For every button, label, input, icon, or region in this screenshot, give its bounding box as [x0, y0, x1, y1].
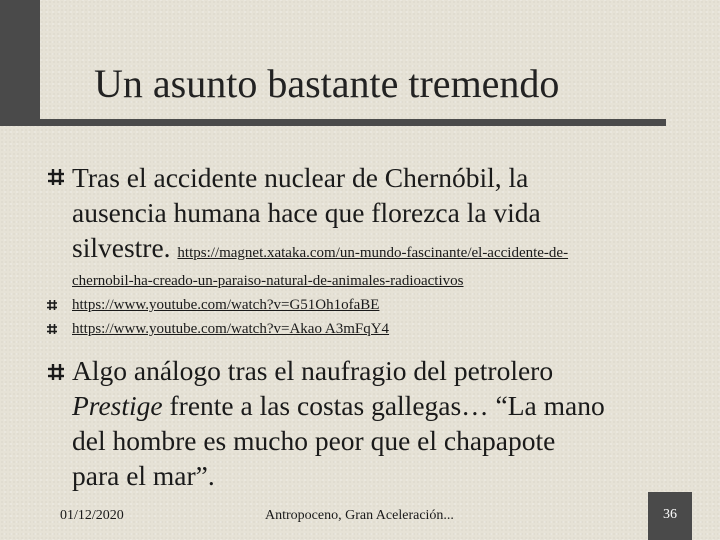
page-number: 36 [663, 507, 677, 522]
bullet-prestige-line3: del hombre es mucho peor que el chapapote [72, 425, 556, 456]
bullet-prestige-line4: para el mar”. [72, 460, 215, 491]
xataka-link-part2[interactable]: chernobil-ha-creado-un-paraiso-natural-de-animales-radioactivos [72, 273, 464, 289]
bullet-chernobil [72, 160, 702, 271]
slide-title: Un asunto bastante tremendo [94, 61, 560, 106]
footer-title: Antropoceno, Gran Aceleración... [265, 508, 454, 523]
page-number-box [648, 492, 692, 540]
bullet-prestige-line1: Algo análogo tras el naufragio del petrolero [72, 355, 554, 386]
youtube-link-1[interactable]: https://www.youtube.com/watch?v=G51Oh1ofaBE [72, 297, 380, 313]
hash-bullet-icon [46, 362, 66, 382]
bullet-chernobil-line2: ausencia humana hace que florezca la vida [72, 197, 541, 228]
xataka-link-part1[interactable]: https://magnet.xataka.com/un-mundo-fascinante/el-accidente-de- [177, 245, 569, 261]
youtube-link-2[interactable]: https://www.youtube.com/watch?v=Akao A3mFqY4 [72, 321, 390, 337]
hash-bullet-icon [46, 167, 66, 187]
hash-bullet-icon [46, 323, 58, 335]
footer-date: 01/12/2020 [60, 508, 124, 523]
title-left-bar [0, 0, 40, 120]
title-divider [0, 119, 666, 126]
bullet-prestige-line2-rest: frente a las costas gallegas… “La mano [162, 390, 605, 421]
bullet-prestige [72, 353, 712, 493]
bullet-prestige-line2 [72, 388, 712, 423]
bullet-chernobil-line1: Tras el accidente nuclear de Chernóbil, la [72, 162, 529, 193]
hash-bullet-icon [46, 299, 58, 311]
bullet-chernobil-line3-text: silvestre. [72, 232, 171, 263]
bullet-chernobil-line3 [72, 230, 702, 271]
prestige-italic: Prestige [72, 390, 163, 421]
